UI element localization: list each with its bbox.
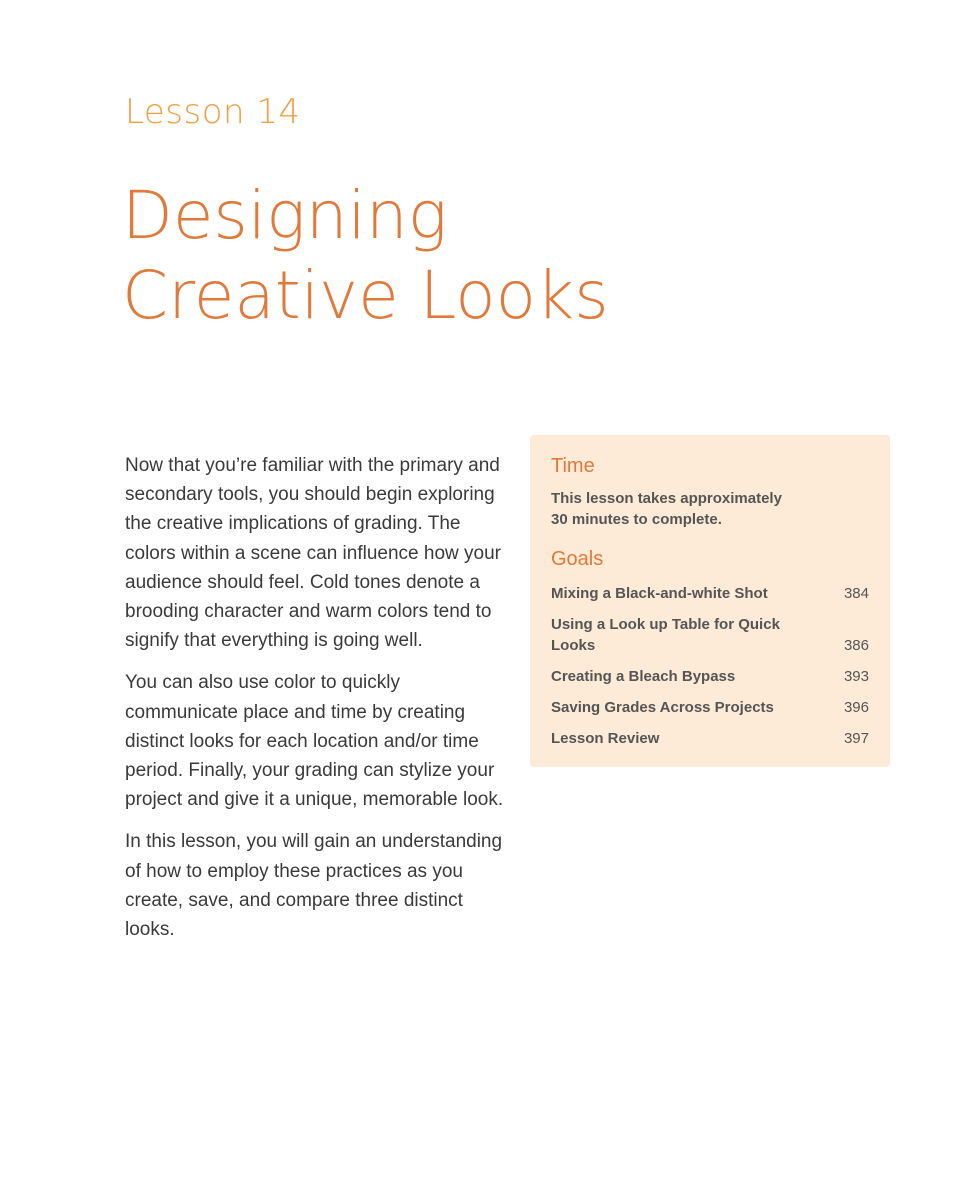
goal-label: Creating a Bleach Bypass <box>551 668 736 685</box>
goal-page-number: 396 <box>843 699 869 716</box>
intro-paragraph: In this lesson, you will gain an understanding of how to employ these practices as you create, save, and compare three distinct looks. <box>125 831 503 941</box>
goal-item <box>551 583 869 604</box>
lesson-number: Lesson 14 <box>125 92 301 132</box>
time-heading: Time <box>551 455 595 477</box>
intro-paragraph: Now that you’re familiar with the primary and secondary tools, you should begin exploring the creative implications of grading. The colors within a scene can influence how your audience should feel. Cold tones denote a brooding character and warm colors tend to signify that everything is going well. <box>125 455 501 652</box>
goals-heading: Goals <box>551 548 604 570</box>
goal-page-number: 393 <box>843 668 869 685</box>
lesson-overview-sidebar <box>530 435 890 767</box>
goal-label: Mixing a Black-and-white Shot <box>551 585 768 602</box>
lesson-title-line-2: Creative Looks <box>122 257 609 334</box>
intro-paragraph: You can also use color to quickly communicate place and time by creating distinct looks for each location and/or time period. Finally, your grading can stylize your project and give it a unique, memorable look. <box>125 672 504 811</box>
goal-item <box>551 697 869 718</box>
goal-label: Saving Grades Across Projects <box>551 699 774 716</box>
goal-item <box>551 614 869 656</box>
time-text: This lesson takes approximately 30 minutes to complete. <box>551 490 782 528</box>
lesson-title <box>122 176 822 336</box>
goal-page-number: 384 <box>843 585 869 602</box>
lesson-title-line-1: Designing <box>122 177 448 254</box>
goal-item <box>551 728 869 749</box>
goal-label: Using a Look up Table for Quick Looks <box>551 616 780 654</box>
goals-list <box>551 583 869 749</box>
goal-page-number: 397 <box>843 730 869 747</box>
goal-page-number: 386 <box>843 637 869 654</box>
goal-item <box>551 666 869 687</box>
intro-text <box>125 451 509 957</box>
goal-label: Lesson Review <box>551 730 660 747</box>
